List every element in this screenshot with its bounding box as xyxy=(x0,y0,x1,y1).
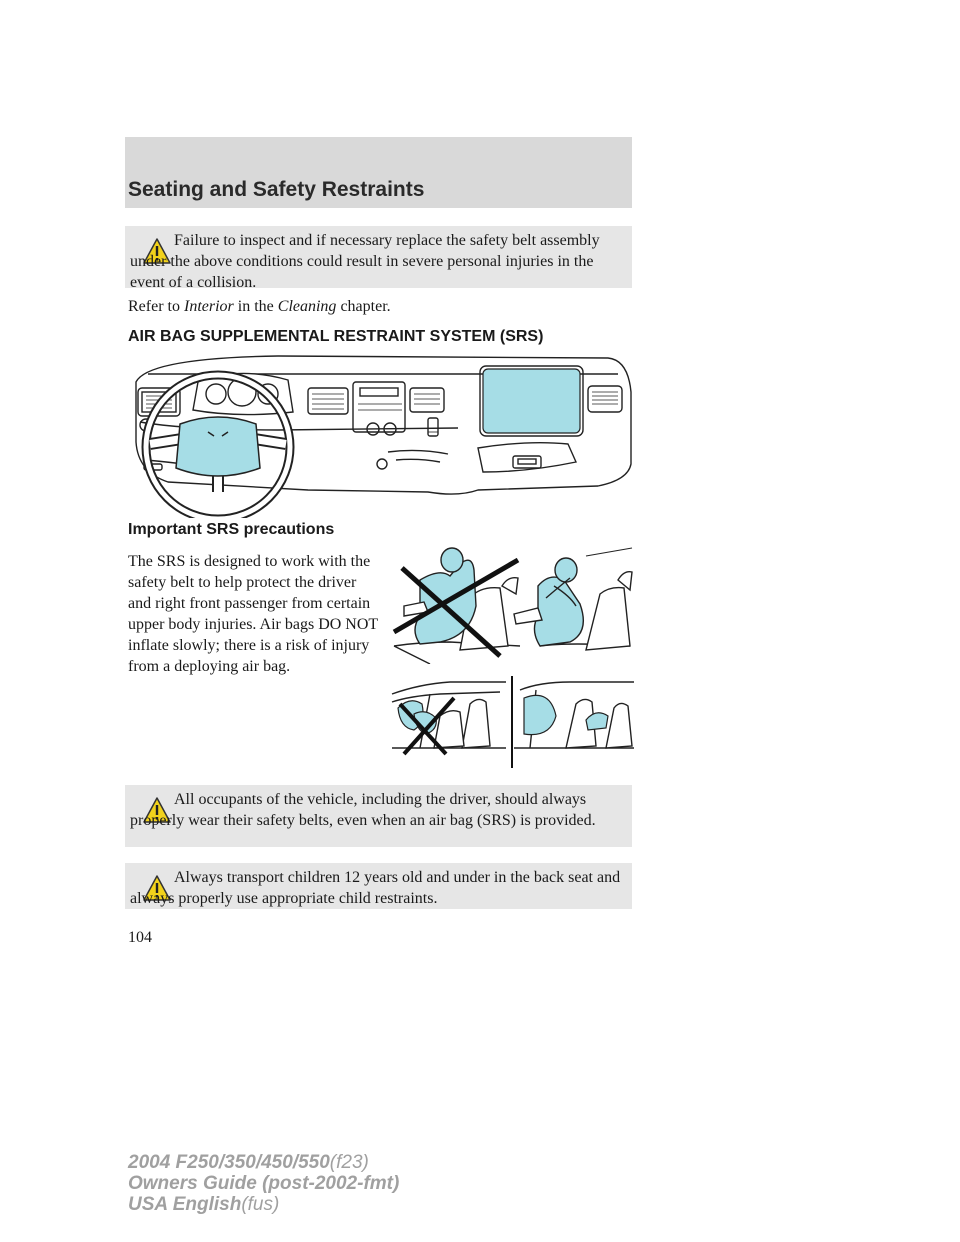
page-number: 104 xyxy=(128,929,152,946)
warning-text: Failure to inspect and if necessary replace the safety belt assembly under the above conditions could result in severe personal injuries in the event of a collision. xyxy=(130,232,600,291)
refer-paragraph xyxy=(128,296,391,317)
warning-box xyxy=(125,785,632,847)
dashboard-illustration xyxy=(128,352,636,518)
subheading: Important SRS precautions xyxy=(128,521,335,538)
warning-box xyxy=(125,226,632,291)
section-heading: AIR BAG SUPPLEMENTAL RESTRAINT SYSTEM (SRS) xyxy=(128,328,544,345)
child-seat-illustration xyxy=(390,668,635,768)
interior-reference: Interior xyxy=(183,298,234,315)
refer-middle: in the xyxy=(233,298,278,315)
footer-model: 2004 F250/350/450/550 xyxy=(128,1152,330,1173)
footer-guide: Owners Guide (post-2002-fmt) xyxy=(128,1173,400,1194)
footer-language-code: (fus) xyxy=(241,1194,280,1215)
warning-box xyxy=(125,863,632,909)
occupant-position-illustration xyxy=(390,546,635,664)
precautions-paragraph: The SRS is designed to work with the safety belt to help protect the driver and right front passenger from certain upper body injuries. Air bags DO NOT inflate slowly; there is a risk of injury from a deploying air bag. xyxy=(128,553,378,675)
document-footer xyxy=(128,1152,399,1215)
warning-text: Always transport children 12 years old and under in the back seat and always properly use appropriate child restraints. xyxy=(130,869,621,907)
footer-language: USA English xyxy=(128,1194,242,1215)
warning-text: All occupants of the vehicle, including the driver, should always properly wear their safety belts, even when an air bag (SRS) is provided. xyxy=(130,791,596,829)
refer-suffix: chapter. xyxy=(336,298,391,315)
footer-model-code: (f23) xyxy=(329,1152,369,1173)
page-title: Seating and Safety Restraints xyxy=(128,178,425,201)
cleaning-reference: Cleaning xyxy=(277,298,337,315)
refer-prefix: Refer to xyxy=(128,298,184,315)
